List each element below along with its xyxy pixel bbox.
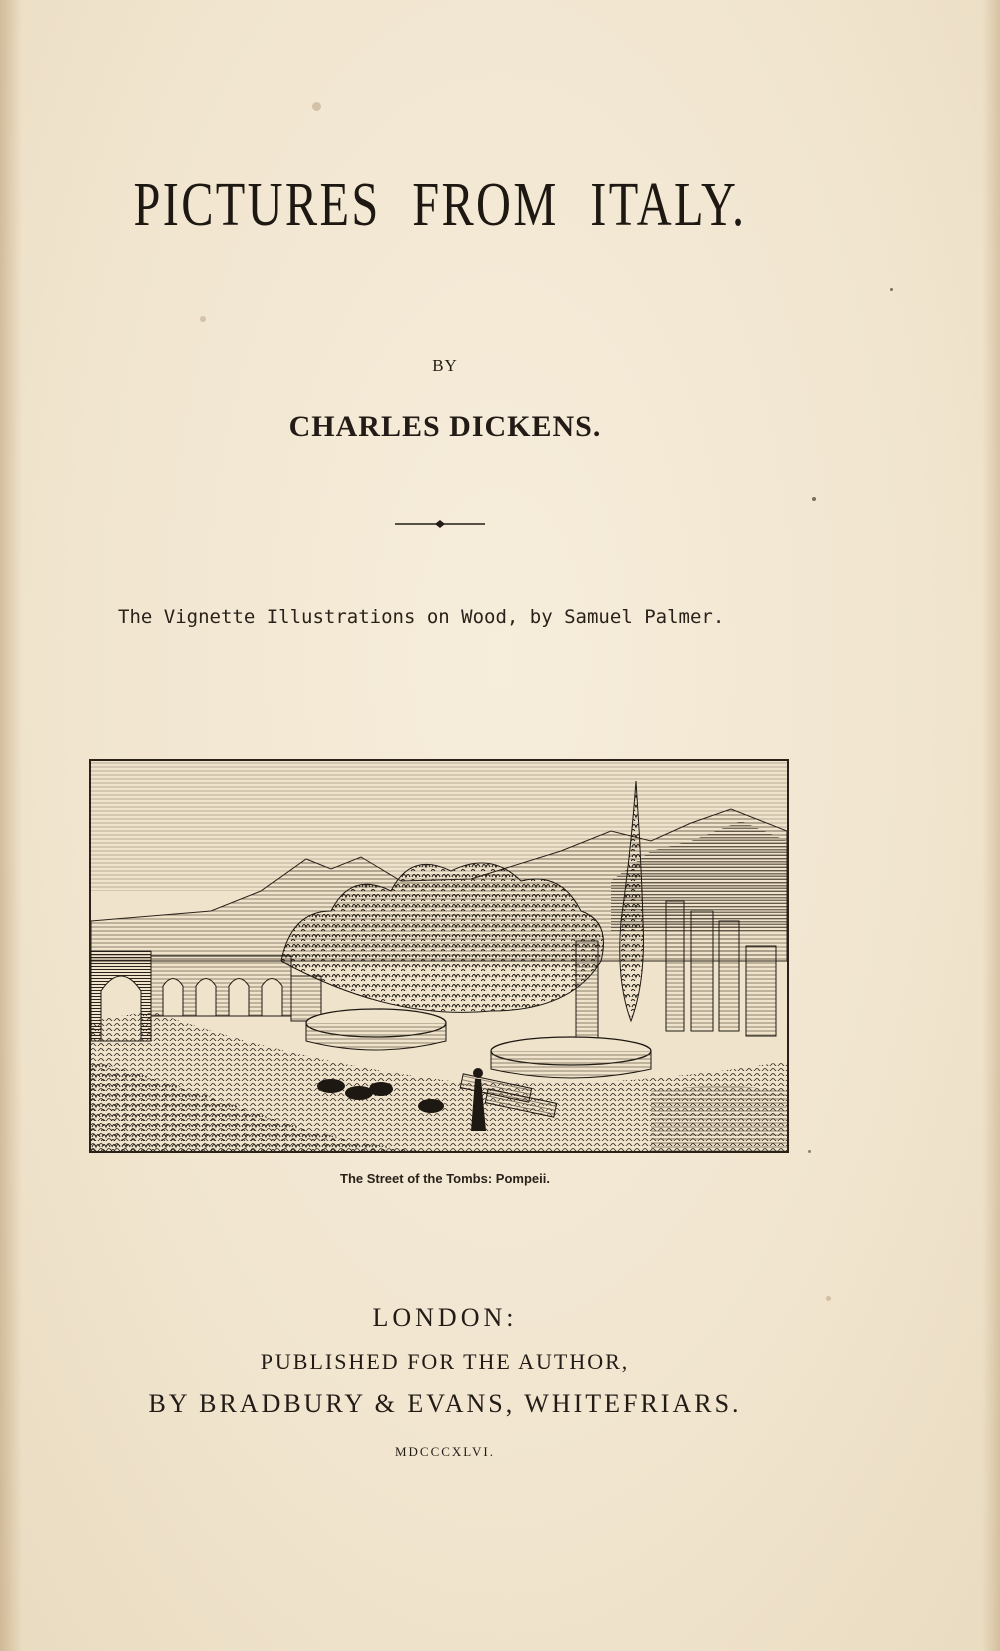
foxing-spot <box>312 102 321 111</box>
engraving-pompeii-street-of-tombs <box>89 759 789 1153</box>
foxing-spot <box>200 316 206 322</box>
illustration-caption: The Street of the Tombs: Pompeii. <box>340 1171 550 1186</box>
vignette-credit: The Vignette Illustrations on Wood, by Samuel Palmer. <box>118 606 725 628</box>
imprint-year: MDCCCXLVI. <box>394 1444 496 1459</box>
page-edge-shadow <box>982 0 1000 1651</box>
by-line: BY <box>432 356 458 375</box>
author-name: CHARLES DICKENS. <box>288 410 602 443</box>
foxing-spot <box>826 1296 831 1301</box>
imprint-city: LONDON: <box>372 1303 518 1332</box>
ornamental-rule <box>395 517 485 531</box>
engraving-illustration <box>91 761 787 1151</box>
imprint-published-for: PUBLISHED FOR THE AUTHOR, <box>260 1349 630 1374</box>
foxing-spot <box>890 288 893 291</box>
foxing-spot <box>808 1150 811 1153</box>
book-title: PICTURES FROM ITALY. <box>133 171 747 239</box>
foxing-spot <box>812 497 816 501</box>
imprint-publisher: BY BRADBURY & EVANS, WHITEFRIARS. <box>148 1389 742 1418</box>
